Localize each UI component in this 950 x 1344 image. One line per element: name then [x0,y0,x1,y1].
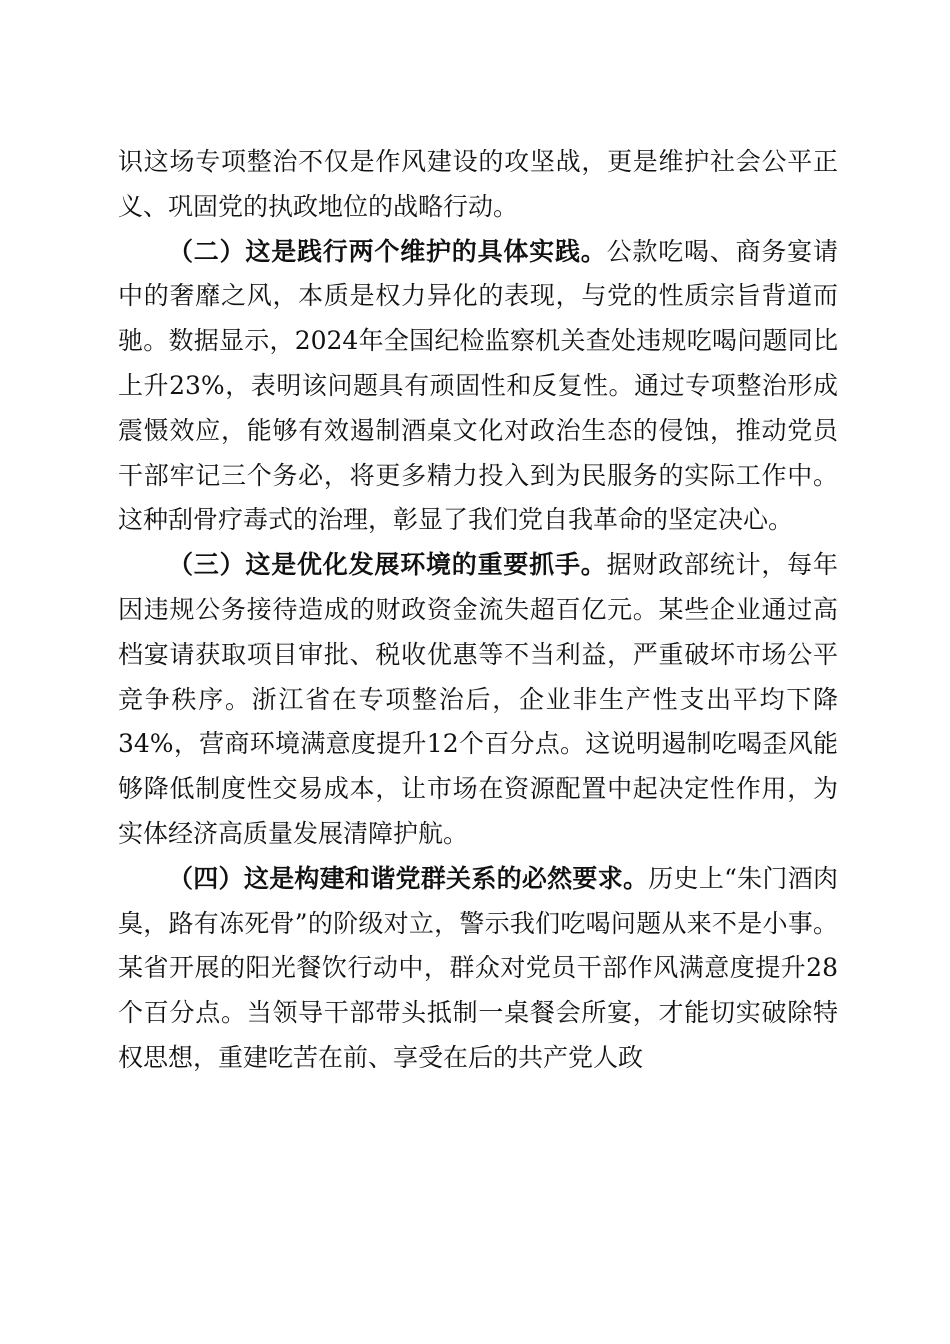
document-body [118,140,838,1081]
paragraph-text: 据财政部统计，每年因违规公务接待造成的财政资金流失超百亿元。某些企业通过高档宴请获取项目审批、税收优惠等不当利益，严重破坏市场公平竞争秩序。浙江省在专项整治后，企业非生产性支出平均下降34%，营商环境满意度提升12个百分点。这说明遏制吃喝歪风能够降低制度性交易成本，让市场在资源配置中起决定性作用，为实体经济高质量发展清障护航。 [118,550,838,848]
paragraph-lead: （三）这是优化发展环境的重要抓手。 [168,550,607,580]
paragraph-section-2 [118,230,838,544]
paragraph-lead: （二）这是践行两个维护的具体实践。 [168,236,607,266]
paragraph-text: 识这场专项整治不仅是作风建设的攻坚战，更是维护社会公平正义、巩固党的执政地位的战略行动。 [118,147,838,221]
paragraph-section-4 [118,857,838,1081]
paragraph-section-3 [118,543,838,857]
paragraph-continued [118,140,838,230]
paragraph-text: 历史上“朱门酒肉臭，路有冻死骨”的阶级对立，警示我们吃喝问题从来不是小事。某省开展的阳光餐饮行动中，群众对党员干部作风满意度提升28个百分点。当领导干部带头抵制一桌餐会所宴，才能切实破除特权思想，重建吃苦在前、享受在后的共产党人政 [118,863,838,1072]
paragraph-lead: （四）这是构建和谐党群关系的必然要求。 [168,863,649,893]
paragraph-text: 公款吃喝、商务宴请中的奢靡之风，本质是权力异化的表现，与党的性质宗旨背道而驰。数据显示，2024年全国纪检监察机关查处违规吃喝问题同比上升23%，表明该问题具有顽固性和反复性。通过专项整治形成震慑效应，能够有效遏制酒桌文化对政治生态的侵蚀，推动党员干部牢记三个务必，将更多精力投入到为民服务的实际工作中。这种刮骨疗毒式的治理，彰显了我们党自我革命的坚定决心。 [118,236,838,535]
